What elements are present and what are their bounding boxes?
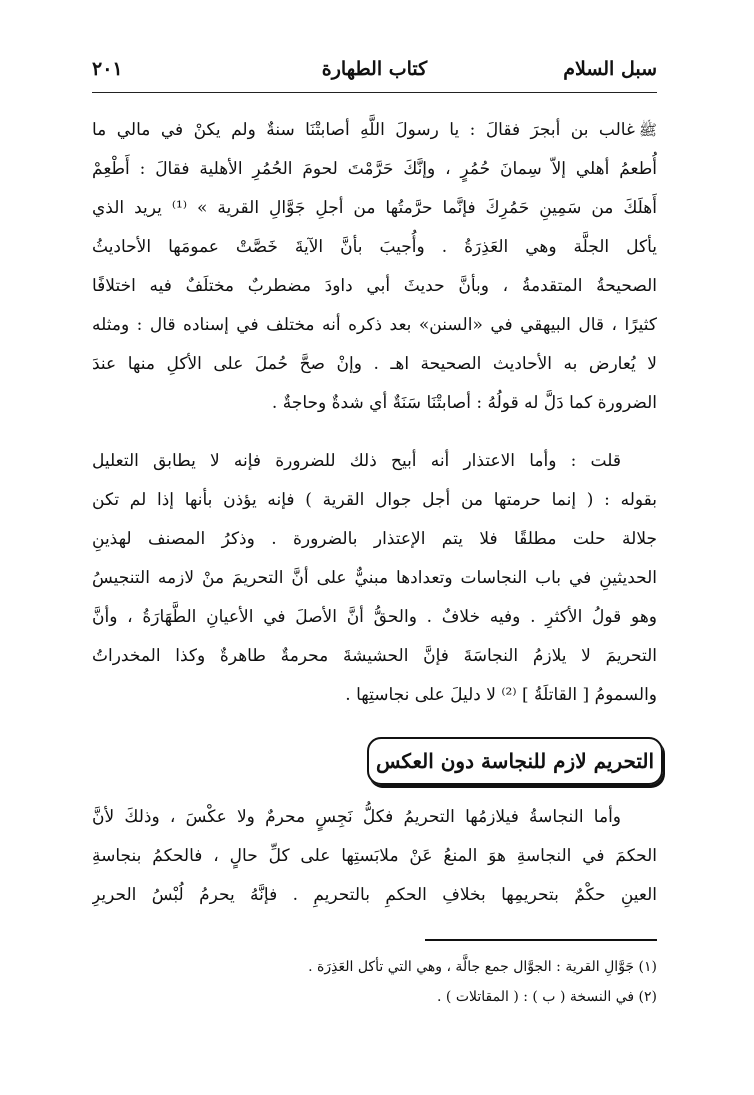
text-line: كثيرًا ، قال البيهقي في «السنن» بعد ذكره أنه مختلف في إسناده قال : ومثله (92, 315, 657, 335)
book-title: سبل السلام (563, 58, 657, 80)
text-line: الصحيحةُ المتقدمةُ ، وبأنَّ حديثَ أبي داودَ مضطربٌ مختلَفٌ فيه اختلافًا (92, 276, 657, 296)
text-line: جلالة حلت مطلقًا فلا يتم الإعتذار بالضرورة . وذكرُ المصنف لهذينِ (92, 529, 657, 549)
footnote-2: (٢) في النسخة ( ب ) : ( المقاتلات ) . (437, 989, 657, 1005)
paragraph-2 (92, 442, 657, 715)
page-number: ٢٠١ (92, 58, 123, 80)
footnotes (92, 952, 657, 1012)
section-heading: التحريم لازم للنجاسة دون العكس (367, 737, 663, 785)
footnote-1: (١) جَوَّالِ القرية : الجوَّال جمع جالَّة ، وهي التي تأكل العَذِرَة . (308, 959, 657, 975)
text-line: الحديثينِ في باب النجاسات وتعدادها مبنيٌّ على أنَّ التحريمَ منْ لازمه التنجيسُ (92, 568, 657, 588)
text-line: قلت : وأما الاعتذار أنه أبيح ذلك للضرورة فإنه لا يطابق التعليل (92, 451, 621, 471)
chapter-title: كتاب الطهارة (321, 58, 428, 80)
section-heading-wrap (92, 737, 657, 787)
text-line: وهو قولُ الأكثرِ . وفيه خلافٌ . والحقُّ أنَّ الأصلَ في الأعيانِ الطَّهَارَةُ ، وأنَّ (92, 607, 657, 627)
text-line: العينِ حكْمٌ بتحريمِها بخلافِ الحكمِ بالتحريمِ . فإنَّهُ يحرمُ لُبْسُ الحريرِ (92, 885, 657, 905)
paragraph-1 (92, 111, 657, 423)
text-line: يأكل الجلَّة وهي العَذِرَةُ . وأُجيبَ بأنَّ الآيةَ خَصَّتْ عمومَها الأحاديثُ (92, 237, 657, 257)
text-line: لا يُعارض به الأحاديث الصحيحة اهـ . وإنْ صحَّ حُملَ على الأكلِ منها عندَ (92, 354, 657, 374)
text-line: ﷺغالب بن أبجرَ فقالَ : يا رسولَ اللَّهِ أصابتْنَا سنةٌ ولم يكنْ في مالي ما (92, 111, 657, 150)
text-line: الضرورة كما دَلَّ له قولُهُ : أصابتْنَا سَنَةٌ أي شدةٌ وحاجةٌ . (271, 393, 657, 413)
text-line: بقوله : ( إنما حرمتها من أجل جوال القرية ) فإنه يؤذن بأنها إذا لم تكن (92, 490, 657, 510)
text-line: أُطعمُ أهلي إلاّ سِمانَ حُمُرٍ ، وإنَّكَ حَرَّمْتَ لحومَ الحُمُرِ الأهلية فقالَ : أَطْعِمْ (92, 159, 657, 179)
text-line: وأما النجاسةُ فيلازمُها التحريمُ فكلُّ نَجِسٍ محرمٌ ولا عكْسَ ، وذلكَ لأنَّ (92, 807, 621, 827)
text-line: أَهلَكَ من سَمِينِ حَمُرِكَ فإنَّما حرَّمتُها من أجلِ جَوَّالِ القرية » ⁽¹⁾ يريد الذي (92, 198, 657, 218)
text-line: الحكمَ في النجاسةِ هوَ المنعُ عَنْ ملابَستِها على كلِّ حالٍ ، فالحكمُ بنجاسةِ (92, 846, 657, 866)
running-header (92, 58, 657, 88)
text-line: والسمومُ [ القاتلَةُ ] ⁽²⁾ لا دليلَ على نجاستِها . (345, 685, 657, 705)
header-divider (92, 92, 657, 93)
footnote-divider (425, 939, 657, 941)
text-line: التحريمَ لا يلازمُ النجاسَةَ فإنَّ الحشيشةَ محرمةٌ طاهرةٌ وكذا المخدراتُ (92, 646, 657, 666)
paragraph-3 (92, 798, 657, 915)
honorific-symbol: ﷺ (638, 121, 657, 139)
